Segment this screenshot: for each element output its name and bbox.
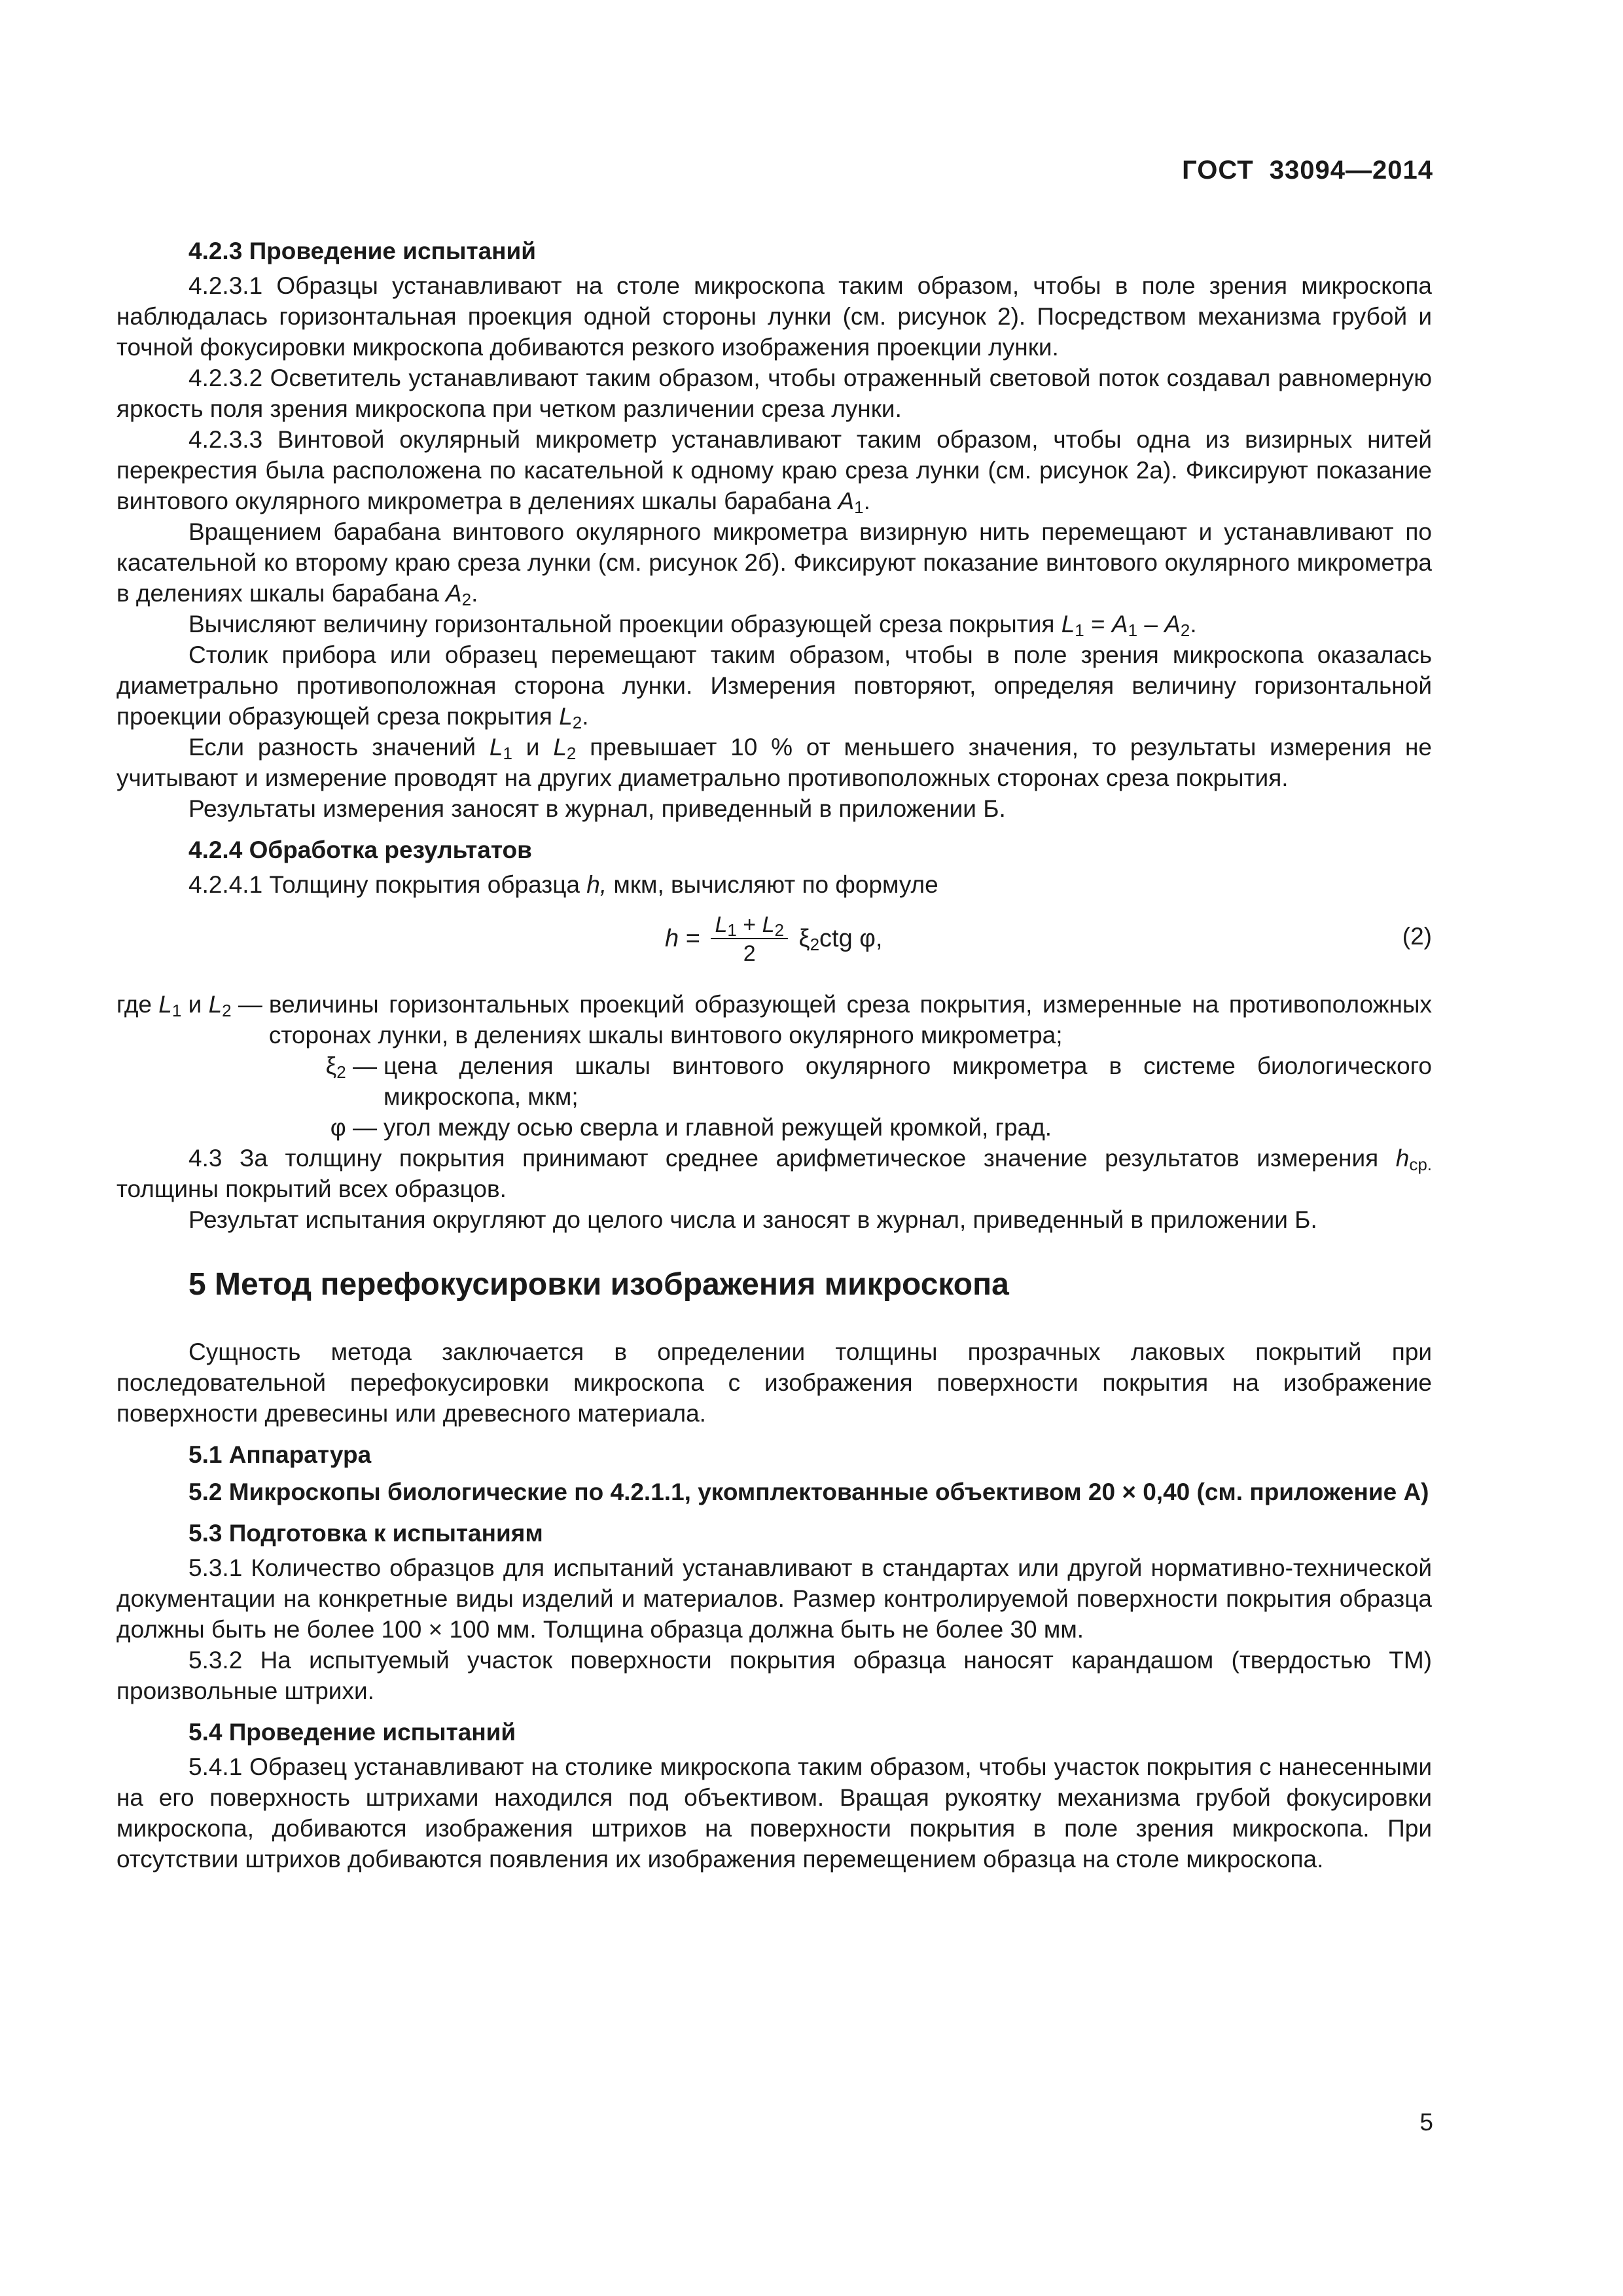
paragraph-text: Вычисляют величину горизонтальной проекции образующей среза покрытия bbox=[188, 611, 1055, 637]
section-4-2-3-title: 4.2.3 Проведение испытаний bbox=[188, 238, 537, 264]
section-5-3-title: 5.3 Подготовка к испытаниям bbox=[188, 1520, 543, 1547]
paragraph-5-4-1: 5.4.1 Образец устанавливают на столике микроскопа таким образом, чтобы участок покрытия с нанесенными на его поверхность штрихами находился под объективом. Вращая рукоятку механизма грубой фокусировки микроскопа, добиваются изображения штрихов на поверхности покрытия в поле зрения микроскопа. При отсутствии штрихов добиваются появления их изображения перемещением образца на столе микроскопа. bbox=[116, 1753, 1432, 1873]
formula-definitions bbox=[116, 989, 1432, 1143]
formula-2 bbox=[116, 908, 1432, 986]
section-5-2-title: 5.2 Микроскопы биологические по 4.2.1.1, укомплектованные объективом 20 × 0,40 (см. приложение А) bbox=[188, 1479, 1429, 1505]
paragraph-4-2-3-3: 4.2.3.3 Винтовой окулярный микрометр устанавливают таким образом, чтобы одна из визирных нитей перекрестия была расположена по касательной к одному краю среза лунки (см. рисунок 2а). Фиксируют показание винтового окулярного микрометра в делениях шкалы барабана $A_1$. bbox=[116, 426, 1432, 517]
paragraph-journal: Результаты измерения заносят в журнал, приведенный в приложении Б. bbox=[188, 795, 1006, 822]
equation-l1: L bbox=[1061, 611, 1075, 637]
symbol-a2: A bbox=[445, 580, 462, 607]
paragraph-4-3: 4.3 За толщину покрытия принимают среднее арифметическое значение результатов измерения $h_{ср.}$ толщины покрытий всех образцов. bbox=[116, 1145, 1433, 1202]
formula-expression: h = $\frac{L_1 + L_2}{2}$ $\xi_2ctg$ φ, bbox=[665, 912, 883, 966]
paragraph-4-3-result: Результат испытания округляют до целого числа и заносят в журнал, приведенный в приложении Б. bbox=[188, 1206, 1317, 1233]
section-5-4-title: 5.4 Проведение испытаний bbox=[188, 1719, 516, 1746]
paragraph-text: Вращением барабана винтового окулярного микрометра визирную нить перемещают и устанавливают по касательной ко второму краю среза лунки (см. рисунок 2б). Фиксируют показание винтового окулярного микрометра в делениях шкалы барабана bbox=[116, 518, 1432, 607]
paragraph-5-3-2: 5.3.2 На испытуемый участок поверхности покрытия образца наносят карандашом (твердостью ТМ) произвольные штрихи. bbox=[116, 1647, 1432, 1704]
section-5-title: 5 Метод перефокусировки изображения микроскопа bbox=[188, 1267, 1009, 1302]
symbol-l2: L bbox=[559, 703, 573, 730]
paragraph-5-3-1: 5.3.1 Количество образцов для испытаний устанавливают в стандартах или другой нормативно-технической документации на конкретные виды изделий и материалов. Размер контролируемой поверхности покрытия образца должны быть не более 100 × 100 мм. Толщина образца должна быть не более 30 мм. bbox=[116, 1554, 1432, 1643]
formula-number: (2) bbox=[1402, 923, 1432, 950]
paragraph-4-2-3-1: 4.2.3.1 Образцы устанавливают на столе микроскопа таким образом, чтобы в поле зрения микроскопа наблюдалась горизонтальная проекция одной стороны лунки (см. рисунок 2). Посредством механизма грубой и точной фокусировки микроскопа добиваются резкого изображения проекции лунки. bbox=[116, 272, 1432, 361]
definition-l1-l2: где $L_1$ и $L_2$ — величины горизонтальных проекций образующей среза покрытия, измеренные на противоположных сторонах лунки, в делениях шкалы винтового окулярного микрометра; bbox=[116, 991, 1432, 1049]
standard-header: ГОСТ 33094—2014 bbox=[1182, 156, 1433, 185]
paragraph-4-2-3-2: 4.2.3.2 Осветитель устанавливают таким образом, чтобы отраженный световой поток создавал равномерную яркость поля зрения микроскопа при четком различении среза лунки. bbox=[116, 365, 1432, 422]
page-number: 5 bbox=[1419, 2109, 1433, 2136]
paragraph-5-intro: Сущность метода заключается в определении толщины прозрачных лаковых покрытий при последовательной перефокусировки микроскопа с изображения поверхности покрытия на изображение поверхности древесины или древесного материала. bbox=[116, 1338, 1432, 1427]
paragraph-text: 4.2.3.3 Винтовой окулярный микрометр устанавливают таким образом, чтобы одна из визирных нитей перекрестия была расположена по касательной к одному краю среза лунки (см. рисунок 2а). Фиксируют показание винтового окулярного микрометра в делениях шкалы барабана bbox=[116, 426, 1432, 514]
definition-xi2: $\xi_2$ — цена деления шкалы винтового окулярного микрометра в системе биологического микроскопа, мкм; bbox=[325, 1052, 1432, 1110]
section-5-1-title: 5.1 Аппаратура bbox=[188, 1441, 372, 1468]
document-body bbox=[116, 229, 1432, 1874]
symbol-a1: A bbox=[838, 488, 855, 514]
paragraph-opposite-side: Столик прибора или образец перемещают таким образом, чтобы в поле зрения микроскопа оказалась диаметрально противоположная сторона лунки. Измерения повторяют, определяя величину горизонтальной проекции образующей среза покрытия $L_2$. bbox=[116, 641, 1432, 732]
paragraph-compute-l1: Вычисляют величину горизонтальной проекции образующей среза покрытия $L_1 = A_1 - A_2$. bbox=[188, 611, 1197, 640]
paragraph-drum-rotation: Вращением барабана винтового окулярного микрометра визирную нить перемещают и устанавливают по касательной ко второму краю среза лунки (см. рисунок 2б). Фиксируют показание винтового окулярного микрометра в делениях шкалы барабана $A_2$. bbox=[116, 518, 1432, 609]
definition-phi: φ — угол между осью сверла и главной режущей кромкой, град. bbox=[330, 1114, 1052, 1141]
paragraph-text: Столик прибора или образец перемещают таким образом, чтобы в поле зрения микроскопа оказалась диаметрально противоположная сторона лунки. Измерения повторяют, определяя величину горизонтальной проекции образующей среза покрытия bbox=[116, 641, 1432, 730]
paragraph-difference: Если разность значений $L_1$ и $L_2$ превышает 10 % от меньшего значения, то результаты измерения не учитывают и измерение проводят на других диаметрально противоположных сторонах среза покрытия. bbox=[116, 734, 1432, 791]
section-4-2-4-title: 4.2.4 Обработка результатов bbox=[188, 836, 532, 863]
paragraph-4-2-4-1: 4.2.4.1 Толщину покрытия образца h, мкм, вычисляют по формуле bbox=[188, 871, 938, 898]
